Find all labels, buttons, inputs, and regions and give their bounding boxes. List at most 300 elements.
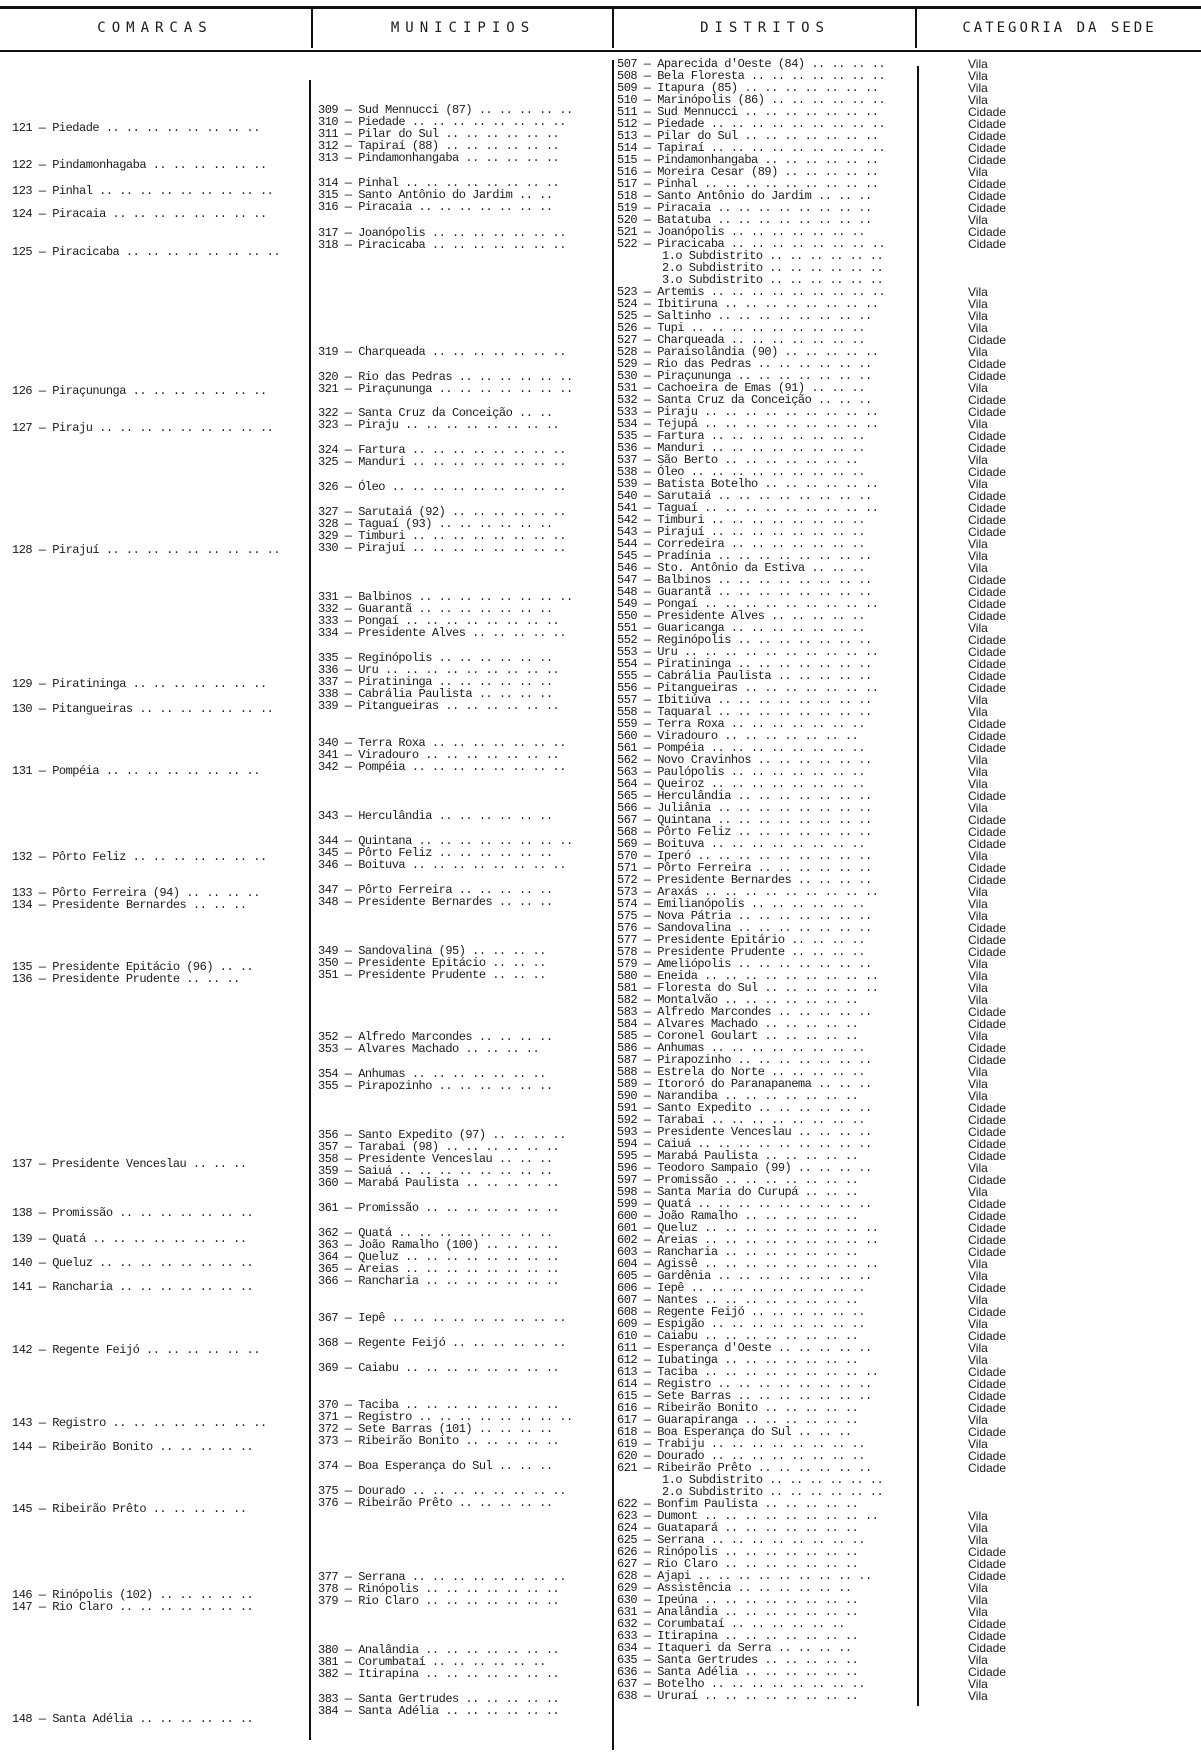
categoria-entry: Cidade xyxy=(968,201,1007,215)
distrito-entry: 625 — Serrana .. .. .. .. .. .. .. .. xyxy=(617,1533,865,1547)
distrito-entry: 602 — Areias .. .. .. .. .. .. .. .. .. xyxy=(617,1233,879,1247)
categoria-entry: Vila xyxy=(968,993,988,1007)
distrito-entry: 524 — Ibitiruna .. .. .. .. .. .. .. .. xyxy=(617,297,879,311)
distrito-entry: 570 — Iperó .. .. .. .. .. .. .. .. .. xyxy=(617,849,872,863)
categoria-entry: Vila xyxy=(968,93,988,107)
distrito-entry: 592 — Tarabai .. .. .. .. .. .. .. .. xyxy=(617,1113,865,1127)
municipio-entry: 347 — Pôrto Ferreira .. .. .. .. .. xyxy=(318,883,553,897)
categoria-entry: Cidade xyxy=(968,489,1007,503)
categoria-entry: Cidade xyxy=(968,861,1007,875)
distrito-entry: 1.o Subdistrito .. .. .. .. .. .. xyxy=(662,1473,884,1487)
comarca-entry: 147 — Rio Claro .. .. .. .. .. .. .. xyxy=(12,1600,254,1614)
distrito-entry: 529 — Rio das Pedras .. .. .. .. .. .. xyxy=(617,357,872,371)
distrito-entry: 547 — Balbinos .. .. .. .. .. .. .. .. xyxy=(617,573,872,587)
categoria-entry: Cidade xyxy=(968,1173,1007,1187)
distrito-entry: 605 — Gardênia .. .. .. .. .. .. .. .. xyxy=(617,1269,872,1283)
distrito-entry: 532 — Santa Cruz da Conceição .. .. .. xyxy=(617,393,872,407)
categoria-entry: Vila xyxy=(968,1353,988,1367)
distrito-entry: 636 — Santa Adélia .. .. .. .. .. .. xyxy=(617,1665,859,1679)
distrito-entry: 537 — São Berto .. .. .. .. .. .. .. xyxy=(617,453,859,467)
categoria-entry: Vila xyxy=(968,297,988,311)
distrito-entry: 608 — Regente Feijó .. .. .. .. .. .. xyxy=(617,1305,865,1319)
municipio-entry: 354 — Anhumas .. .. .. .. .. .. .. xyxy=(318,1067,546,1081)
categoria-entry: Cidade xyxy=(968,525,1007,539)
distritos-bracket xyxy=(612,60,614,1750)
categoria-entry: Vila xyxy=(968,1581,988,1595)
municipio-entry: 329 — Timburi .. .. .. .. .. .. .. .. xyxy=(318,529,566,543)
municipio-entry: 375 — Dourado .. .. .. .. .. .. .. .. xyxy=(318,1484,566,1498)
distrito-entry: 581 — Floresta do Sul .. .. .. .. .. .. xyxy=(617,981,879,995)
categoria-entry: Vila xyxy=(968,417,988,431)
distrito-entry: 612 — Iubatinga .. .. .. .. .. .. .. xyxy=(617,1353,859,1367)
categoria-entry: Cidade xyxy=(968,1041,1007,1055)
categoria-entry: Vila xyxy=(968,957,988,971)
categoria-entry: Cidade xyxy=(968,741,1007,755)
header-categoria: CATEGORIA DA SEDE xyxy=(962,20,1157,36)
distrito-entry: 2.o Subdistrito .. .. .. .. .. .. xyxy=(662,261,884,275)
municipio-entry: 315 — Santo Antônio do Jardim .. .. xyxy=(318,188,553,202)
categoria-entry: Vila xyxy=(968,309,988,323)
distrito-entry: 573 — Araxás .. .. .. .. .. .. .. .. .. xyxy=(617,885,879,899)
distrito-entry: 510 — Marinópolis (86) .. .. .. .. .. .. xyxy=(617,93,886,107)
distrito-entry: 560 — Viradouro .. .. .. .. .. .. .. xyxy=(617,729,859,743)
distrito-entry: 632 — Corumbataí .. .. .. .. .. .. xyxy=(617,1617,845,1631)
distrito-entry: 530 — Piraçununga .. .. .. .. .. .. .. xyxy=(617,369,872,383)
categoria-entry: Cidade xyxy=(968,609,1007,623)
distrito-entry: 607 — Nantes .. .. .. .. .. .. .. .. xyxy=(617,1293,859,1307)
categoria-entry: Vila xyxy=(968,1293,988,1307)
municipio-entry: 378 — Rinópolis .. .. .. .. .. .. .. xyxy=(318,1582,560,1596)
categoria-entry: Vila xyxy=(968,1413,988,1427)
comarca-entry: 145 — Ribeirão Prêto .. .. .. .. .. xyxy=(12,1502,247,1516)
categoria-entry: Vila xyxy=(968,1185,988,1199)
distrito-entry: 556 — Pitangueiras .. .. .. .. .. .. .. xyxy=(617,681,879,695)
municipio-entry: 356 — Santo Expedito (97) .. .. .. .. xyxy=(318,1128,566,1142)
comarca-entry: 133 — Pôrto Ferreira (94) .. .. .. .. xyxy=(12,886,260,900)
distrito-entry: 549 — Pongaí .. .. .. .. .. .. .. .. .. xyxy=(617,597,879,611)
municipio-entry: 360 — Marabá Paulista .. .. .. .. .. xyxy=(318,1176,560,1190)
categoria-entry: Cidade xyxy=(968,105,1007,119)
distrito-entry: 566 — Juliânia .. .. .. .. .. .. .. .. xyxy=(617,801,872,815)
municipio-entry: 312 — Tapiraí (88) .. .. .. .. .. .. xyxy=(318,139,560,153)
categoria-entry: Cidade xyxy=(968,1137,1007,1151)
distrito-entry: 526 — Tupi .. .. .. .. .. .. .. .. .. xyxy=(617,321,865,335)
distrito-entry: 568 — Pôrto Feliz .. .. .. .. .. .. .. xyxy=(617,825,872,839)
distrito-entry: 577 — Presidente Epitário .. .. .. .. xyxy=(617,933,865,947)
categoria-entry: Cidade xyxy=(968,357,1007,371)
categoria-entry: Cidade xyxy=(968,1197,1007,1211)
categoria-entry: Vila xyxy=(968,69,988,83)
distrito-entry: 520 — Batatuba .. .. .. .. .. .. .. .. xyxy=(617,213,872,227)
comarca-entry: 139 — Quatá .. .. .. .. .. .. .. .. xyxy=(12,1232,247,1246)
comarca-entry: 148 — Santa Adélia .. .. .. .. .. .. xyxy=(12,1712,254,1726)
categoria-entry: Vila xyxy=(968,1677,988,1691)
categoria-entry: Cidade xyxy=(968,1113,1007,1127)
distrito-entry: 578 — Presidente Prudente .. .. .. .. xyxy=(617,945,865,959)
categoria-entry: Cidade xyxy=(968,813,1007,827)
comarca-entry: 143 — Registro .. .. .. .. .. .. .. .. xyxy=(12,1416,267,1430)
categoria-entry: Cidade xyxy=(968,1545,1007,1559)
categoria-entry: Cidade xyxy=(968,1005,1007,1019)
municipio-entry: 325 — Manduri .. .. .. .. .. .. .. .. xyxy=(318,455,566,469)
categoria-entry: Vila xyxy=(968,897,988,911)
distrito-entry: 557 — Ibitiúva .. .. .. .. .. .. .. .. xyxy=(617,693,872,707)
municipio-entry: 372 — Sete Barras (101) .. .. .. .. xyxy=(318,1422,553,1436)
municipio-entry: 381 — Corumbataí .. .. .. .. .. .. xyxy=(318,1655,546,1669)
distrito-entry: 635 — Santa Gertrudes .. .. .. .. .. xyxy=(617,1653,859,1667)
categoria-entry: Cidade xyxy=(968,1557,1007,1571)
distrito-entry: 540 — Sarutaiá .. .. .. .. .. .. .. .. xyxy=(617,489,872,503)
categoria-entry: Cidade xyxy=(968,153,1007,167)
municipio-entry: 380 — Analândia .. .. .. .. .. .. .. xyxy=(318,1643,560,1657)
distrito-entry: 522 — Piracicaba .. .. .. .. .. .. .. .. xyxy=(617,237,886,251)
categoria-entry: Cidade xyxy=(968,129,1007,143)
municipio-entry: 337 — Piratininga .. .. .. .. .. .. xyxy=(318,675,553,689)
municipio-entry: 376 — Ribeirão Prêto .. .. .. .. .. xyxy=(318,1496,553,1510)
comarca-entry: 131 — Pompéia .. .. .. .. .. .. .. .. xyxy=(12,764,260,778)
categoria-entry: Cidade xyxy=(968,237,1007,251)
categoria-entry: Cidade xyxy=(968,1221,1007,1235)
categoria-entry: Vila xyxy=(968,849,988,863)
categoria-entry: Cidade xyxy=(968,1641,1007,1655)
distrito-entry: 618 — Boa Esperança do Sul .. .. .. xyxy=(617,1425,852,1439)
comarca-entry: 129 — Piratininga .. .. .. .. .. .. .. xyxy=(12,677,267,691)
distrito-entry: 624 — Guatapará .. .. .. .. .. .. .. xyxy=(617,1521,859,1535)
municipio-entry: 324 — Fartura .. .. .. .. .. .. .. .. xyxy=(318,443,566,457)
comarca-entry: 137 — Presidente Venceslau .. .. .. xyxy=(12,1157,247,1171)
categoria-entry: Cidade xyxy=(968,1101,1007,1115)
categoria-entry: Cidade xyxy=(968,1305,1007,1319)
municipio-entry: 383 — Santa Gertrudes .. .. .. .. .. xyxy=(318,1692,560,1706)
distrito-entry: 544 — Corredeira .. .. .. .. .. .. .. xyxy=(617,537,865,551)
categoria-entry: Cidade xyxy=(968,1389,1007,1403)
distrito-entry: 567 — Quintana .. .. .. .. .. .. .. .. xyxy=(617,813,872,827)
distrito-entry: 554 — Piratininga .. .. .. .. .. .. .. xyxy=(617,657,872,671)
categoria-entry: Cidade xyxy=(968,945,1007,959)
distrito-entry: 600 — João Ramalho .. .. .. .. .. .. xyxy=(617,1209,859,1223)
distrito-entry: 637 — Botelho .. .. .. .. .. .. .. .. xyxy=(617,1677,865,1691)
distrito-entry: 512 — Piedade .. .. .. .. .. .. .. .. .. xyxy=(617,117,886,131)
distrito-entry: 588 — Estrela do Norte .. .. .. .. .. xyxy=(617,1065,865,1079)
distrito-entry: 604 — Agissê .. .. .. .. .. .. .. .. .. xyxy=(617,1257,879,1271)
distrito-entry: 629 — Assistência .. .. .. .. .. .. xyxy=(617,1581,852,1595)
categoria-entry: Cidade xyxy=(968,789,1007,803)
municipio-entry: 310 — Piedade .. .. .. .. .. .. .. .. xyxy=(318,115,566,129)
distrito-entry: 553 — Uru .. .. .. .. .. .. .. .. .. .. xyxy=(617,645,879,659)
categoria-entry: Vila xyxy=(968,1077,988,1091)
municipio-entry: 345 — Pôrto Feliz .. .. .. .. .. .. xyxy=(318,846,553,860)
categoria-entry: Cidade xyxy=(968,1233,1007,1247)
comarca-entry: 138 — Promissão .. .. .. .. .. .. .. xyxy=(12,1206,254,1220)
categoria-entry: Cidade xyxy=(968,645,1007,659)
municipio-entry: 351 — Presidente Prudente .. .. .. xyxy=(318,968,546,982)
distrito-entry: 511 — Sud Mennucci .. .. .. .. .. .. .. xyxy=(617,105,879,119)
categoria-entry: Vila xyxy=(968,1509,988,1523)
categoria-entry: Vila xyxy=(968,321,988,335)
municipio-entry: 338 — Cabrália Paulista .. .. .. .. xyxy=(318,687,553,701)
distrito-entry: 595 — Marabá Paulista .. .. .. .. .. xyxy=(617,1149,859,1163)
top-rule xyxy=(0,6,1201,9)
distrito-entry: 563 — Paulópolis .. .. .. .. .. .. .. xyxy=(617,765,865,779)
distrito-entry: 576 — Sandovalina .. .. .. .. .. .. .. xyxy=(617,921,872,935)
distrito-entry: 531 — Cachoeira de Emas (91) .. .. .. xyxy=(617,381,865,395)
municipio-entry: 379 — Rio Claro .. .. .. .. .. .. .. xyxy=(318,1594,560,1608)
municipio-entry: 358 — Presidente Venceslau .. .. .. xyxy=(318,1152,553,1166)
categoria-entry: Cidade xyxy=(968,189,1007,203)
municipio-entry: 342 — Pompéia .. .. .. .. .. .. .. .. xyxy=(318,760,566,774)
categoria-entry: Cidade xyxy=(968,1617,1007,1631)
distrito-entry: 621 — Ribeirão Prêto .. .. .. .. .. .. xyxy=(617,1461,872,1475)
categoria-entry: Cidade xyxy=(968,1209,1007,1223)
categoria-entry: Vila xyxy=(968,213,988,227)
categoria-entry: Vila xyxy=(968,1161,988,1175)
categoria-entry: Cidade xyxy=(968,141,1007,155)
categoria-entry: Cidade xyxy=(968,501,1007,515)
categoria-entry: Cidade xyxy=(968,669,1007,683)
municipio-entry: 318 — Piracicaba .. .. .. .. .. .. .. xyxy=(318,238,566,252)
categoria-entry: Vila xyxy=(968,705,988,719)
municipio-entry: 371 — Registro .. .. .. .. .. .. .. .. xyxy=(318,1410,573,1424)
municipio-entry: 335 — Reginópolis .. .. .. .. .. .. xyxy=(318,651,553,665)
categoria-entry: Vila xyxy=(968,477,988,491)
distrito-entry: 587 — Pirapozinho .. .. .. .. .. .. .. xyxy=(617,1053,872,1067)
municipio-entry: 313 — Pindamonhangaba .. .. .. .. .. xyxy=(318,151,560,165)
distrito-entry: 539 — Batista Botelho .. .. .. .. .. .. xyxy=(617,477,879,491)
categoria-entry: Cidade xyxy=(968,1665,1007,1679)
categoria-entry: Cidade xyxy=(968,513,1007,527)
municipio-entry: 362 — Quatá .. .. .. .. .. .. .. .. xyxy=(318,1226,553,1240)
distrito-entry: 574 — Emilianópolis .. .. .. .. .. .. xyxy=(617,897,865,911)
municipio-entry: 363 — João Ramalho (100) .. .. .. .. xyxy=(318,1238,560,1252)
categoria-entry: Cidade xyxy=(968,1401,1007,1415)
categoria-entry: Cidade xyxy=(968,1629,1007,1643)
distrito-entry: 614 — Registro .. .. .. .. .. .. .. .. xyxy=(617,1377,872,1391)
categoria-entry: Vila xyxy=(968,753,988,767)
categoria-entry: Vila xyxy=(968,537,988,551)
distrito-entry: 579 — Ameliópolis .. .. .. .. .. .. .. xyxy=(617,957,872,971)
distrito-entry: 628 — Ajapi .. .. .. .. .. .. .. .. .. xyxy=(617,1569,872,1583)
distrito-entry: 562 — Novo Cravinhos .. .. .. .. .. .. xyxy=(617,753,872,767)
distrito-entry: 623 — Dumont .. .. .. .. .. .. .. .. .. xyxy=(617,1509,879,1523)
categoria-entry: Vila xyxy=(968,549,988,563)
municipio-entry: 333 — Pongaí .. .. .. .. .. .. .. .. xyxy=(318,614,560,628)
categoria-entry: Vila xyxy=(968,621,988,635)
municipio-entry: 357 — Tarabai (98) .. .. .. .. .. .. xyxy=(318,1140,560,1154)
municipio-entry: 368 — Regente Feijó .. .. .. .. .. .. xyxy=(318,1336,566,1350)
distrito-entry: 1.o Subdistrito .. .. .. .. .. .. xyxy=(662,249,884,263)
header-municipios: MUNICIPIOS xyxy=(390,20,536,36)
comarca-entry: 121 — Piedade .. .. .. .. .. .. .. .. xyxy=(12,121,260,135)
municipio-entry: 353 — Alvares Machado .. .. .. .. xyxy=(318,1042,540,1056)
municipio-entry: 346 — Boituva .. .. .. .. .. .. .. .. xyxy=(318,858,566,872)
header-comarcas: COMARCAS xyxy=(97,20,213,36)
distrito-entry: 589 — Itororó do Paranapanema .. .. .. xyxy=(617,1077,872,1091)
municipio-entry: 377 — Serrana .. .. .. .. .. .. .. .. xyxy=(318,1570,566,1584)
municipio-entry: 319 — Charqueada .. .. .. .. .. .. .. xyxy=(318,345,566,359)
distrito-entry: 584 — Alvares Machado .. .. .. .. .. xyxy=(617,1017,859,1031)
column-divider-2 xyxy=(612,8,614,48)
distrito-entry: 564 — Queiroz .. .. .. .. .. .. .. .. xyxy=(617,777,865,791)
municipio-entry: 317 — Joanópolis .. .. .. .. .. .. .. xyxy=(318,226,566,240)
categoria-entry: Cidade xyxy=(968,1461,1007,1475)
municipio-entry: 323 — Piraju .. .. .. .. .. .. .. .. xyxy=(318,418,560,432)
distrito-entry: 616 — Ribeirão Bonito .. .. .. .. .. xyxy=(617,1401,859,1415)
municipio-entry: 332 — Guarantã .. .. .. .. .. .. .. xyxy=(318,602,553,616)
distrito-entry: 561 — Pompéia .. .. .. .. .. .. .. .. xyxy=(617,741,865,755)
distrito-entry: 545 — Pradínia .. .. .. .. .. .. .. .. xyxy=(617,549,872,563)
categoria-entry: Cidade xyxy=(968,921,1007,935)
comarca-entry: 140 — Queluz .. .. .. .. .. .. .. .. xyxy=(12,1256,254,1270)
categoria-entry: Vila xyxy=(968,885,988,899)
municipio-entry: 331 — Balbinos .. .. .. .. .. .. .. .. xyxy=(318,590,573,604)
categoria-entry: Vila xyxy=(968,1341,988,1355)
municipio-entry: 344 — Quintana .. .. .. .. .. .. .. .. xyxy=(318,834,573,848)
categoria-entry: Cidade xyxy=(968,717,1007,731)
distrito-entry: 548 — Guarantã .. .. .. .. .. .. .. .. xyxy=(617,585,872,599)
categoria-entry: Cidade xyxy=(968,429,1007,443)
municipio-entry: 311 — Pilar do Sul .. .. .. .. .. .. xyxy=(318,127,560,141)
distrito-entry: 542 — Timburi .. .. .. .. .. .. .. .. xyxy=(617,513,865,527)
distrito-entry: 613 — Taciba .. .. .. .. .. .. .. .. .. xyxy=(617,1365,879,1379)
categoria-entry: Cidade xyxy=(968,681,1007,695)
municipio-entry: 374 — Boa Esperança do Sul .. .. .. xyxy=(318,1459,553,1473)
categoria-entry: Vila xyxy=(968,381,988,395)
municipio-entry: 326 — Óleo .. .. .. .. .. .. .. .. .. xyxy=(318,480,566,494)
distrito-entry: 597 — Promissão .. .. .. .. .. .. .. xyxy=(617,1173,859,1187)
comarca-entry: 123 — Pinhal .. .. .. .. .. .. .. .. .. xyxy=(12,184,274,198)
municipio-entry: 339 — Pitangueiras .. .. .. .. .. .. xyxy=(318,699,560,713)
distrito-entry: 599 — Quatá .. .. .. .. .. .. .. .. .. xyxy=(617,1197,872,1211)
distrito-entry: 546 — Sto. Antônio da Estiva .. .. .. xyxy=(617,561,865,575)
categoria-entry: Cidade xyxy=(968,1053,1007,1067)
categoria-entry: Cidade xyxy=(968,657,1007,671)
categoria-entry: Cidade xyxy=(968,873,1007,887)
comarca-entry: 144 — Ribeirão Bonito .. .. .. .. .. xyxy=(12,1440,254,1454)
comarca-entry: 146 — Rinópolis (102) .. .. .. .. .. xyxy=(12,1588,254,1602)
distrito-entry: 590 — Narandiba .. .. .. .. .. .. .. xyxy=(617,1089,859,1103)
categoria-entry: Vila xyxy=(968,1689,988,1703)
categoria-entry: Cidade xyxy=(968,1125,1007,1139)
distrito-entry: 580 — Eneida .. .. .. .. .. .. .. .. .. xyxy=(617,969,879,983)
municipio-entry: 370 — Taciba .. .. .. .. .. .. .. .. xyxy=(318,1398,560,1412)
categoria-entry: Vila xyxy=(968,765,988,779)
comarca-entry: 135 — Presidente Epitácio (96) .. .. xyxy=(12,960,254,974)
distrito-entry: 596 — Teodoro Sampaio (99) .. .. .. .. xyxy=(617,1161,872,1175)
distrito-entry: 519 — Piracaia .. .. .. .. .. .. .. .. xyxy=(617,201,872,215)
municipio-entry: 369 — Caiabu .. .. .. .. .. .. .. .. xyxy=(318,1361,560,1375)
municipio-entry: 340 — Terra Roxa .. .. .. .. .. .. .. xyxy=(318,736,566,750)
distrito-entry: 586 — Anhumas .. .. .. .. .. .. .. .. xyxy=(617,1041,865,1055)
distrito-entry: 513 — Pilar do Sul .. .. .. .. .. .. .. xyxy=(617,129,879,143)
distrito-entry: 611 — Esperança d'Oeste .. .. .. .. .. xyxy=(617,1341,872,1355)
categoria-entry: Cidade xyxy=(968,729,1007,743)
comarca-entry: 122 — Pindamonhagaba .. .. .. .. .. .. xyxy=(12,158,267,172)
distrito-entry: 619 — Trabiju .. .. .. .. .. .. .. .. xyxy=(617,1437,865,1451)
municipios-bracket xyxy=(309,80,311,1740)
distrito-entry: 535 — Fartura .. .. .. .. .. .. .. .. xyxy=(617,429,865,443)
categoria-entry: Cidade xyxy=(968,573,1007,587)
categoria-entry: Cidade xyxy=(968,465,1007,479)
municipio-entry: 349 — Sandovalina (95) .. .. .. .. xyxy=(318,944,546,958)
municipio-entry: 330 — Pirajuí .. .. .. .. .. .. .. .. xyxy=(318,541,566,555)
municipio-entry: 348 — Presidente Bernardes .. .. .. xyxy=(318,895,553,909)
header-bottom-rule xyxy=(0,50,1201,52)
categoria-entry: Vila xyxy=(968,57,988,71)
categoria-entry: Cidade xyxy=(968,369,1007,383)
distrito-entry: 523 — Artemis .. .. .. .. .. .. .. .. .. xyxy=(617,285,886,299)
categoria-entry: Vila xyxy=(968,1437,988,1451)
categoria-entry: Cidade xyxy=(968,837,1007,851)
categoria-entry: Vila xyxy=(968,345,988,359)
distrito-entry: 609 — Espigão .. .. .. .. .. .. .. .. xyxy=(617,1317,865,1331)
distrito-entry: 552 — Reginópolis .. .. .. .. .. .. .. xyxy=(617,633,872,647)
municipio-entry: 309 — Sud Mennucci (87) .. .. .. .. .. xyxy=(318,103,573,117)
categoria-entry: Cidade xyxy=(968,597,1007,611)
categoria-entry: Vila xyxy=(968,981,988,995)
categoria-entry: Vila xyxy=(968,1269,988,1283)
categoria-entry: Cidade xyxy=(968,633,1007,647)
distrito-entry: 533 — Piraju .. .. .. .. .. .. .. .. .. xyxy=(617,405,879,419)
municipio-entry: 320 — Rio das Pedras .. .. .. .. .. .. xyxy=(318,370,573,384)
categoria-entry: Cidade xyxy=(968,225,1007,239)
column-divider-3 xyxy=(915,8,917,48)
comarca-entry: 125 — Piracicaba .. .. .. .. .. .. .. .. xyxy=(12,245,281,259)
comarca-entry: 126 — Piraçununga .. .. .. .. .. .. .. xyxy=(12,384,267,398)
municipio-entry: 321 — Piraçununga .. .. .. .. .. .. .. xyxy=(318,382,573,396)
distrito-entry: 622 — Bonfim Paulista .. .. .. .. .. xyxy=(617,1497,859,1511)
categoria-entry: Cidade xyxy=(968,1329,1007,1343)
distrito-entry: 582 — Montalvão .. .. .. .. .. .. .. xyxy=(617,993,859,1007)
distrito-entry: 521 — Joanópolis .. .. .. .. .. .. .. xyxy=(617,225,865,239)
distrito-entry: 603 — Rancharia .. .. .. .. .. .. .. xyxy=(617,1245,859,1259)
distrito-entry: 534 — Tejupá .. .. .. .. .. .. .. .. .. xyxy=(617,417,879,431)
categoria-entry: Cidade xyxy=(968,333,1007,347)
categoria-entry: Cidade xyxy=(968,1425,1007,1439)
distrito-entry: 516 — Moreira Cesar (89) .. .. .. .. .. xyxy=(617,165,879,179)
categoria-entry: Vila xyxy=(968,801,988,815)
categoria-entry: Vila xyxy=(968,1533,988,1547)
municipio-entry: 364 — Queluz .. .. .. .. .. .. .. .. xyxy=(318,1250,560,1264)
categoria-entry: Vila xyxy=(968,285,988,299)
distrito-entry: 571 — Pôrto Ferreira .. .. .. .. .. .. xyxy=(617,861,872,875)
municipio-entry: 350 — Presidente Epitácio .. .. .. xyxy=(318,956,546,970)
categoria-entry: Cidade xyxy=(968,441,1007,455)
distrito-entry: 634 — Itaqueri da Serra .. .. .. .. xyxy=(617,1641,852,1655)
municipio-entry: 373 — Ribeirão Bonito .. .. .. .. .. xyxy=(318,1434,560,1448)
municipio-entry: 334 — Presidente Alves .. .. .. .. .. xyxy=(318,626,566,640)
distrito-entry: 638 — Ururaí .. .. .. .. .. .. .. .. xyxy=(617,1689,859,1703)
categoria-entry: Cidade xyxy=(968,933,1007,947)
categoria-entry: Vila xyxy=(968,561,988,575)
distrito-entry: 517 — Pinhal .. .. .. .. .. .. .. .. .. xyxy=(617,177,879,191)
categoria-entry: Vila xyxy=(968,1593,988,1607)
distrito-entry: 508 — Bela Floresta .. .. .. .. .. .. .. xyxy=(617,69,886,83)
distrito-entry: 507 — Aparecida d'Oeste (84) .. .. .. .. xyxy=(617,57,886,71)
categoria-entry: Vila xyxy=(968,81,988,95)
column-divider-1 xyxy=(311,8,313,48)
distrito-entry: 631 — Analândia .. .. .. .. .. .. .. xyxy=(617,1605,859,1619)
municipio-entry: 327 — Sarutaiá (92) .. .. .. .. .. .. xyxy=(318,505,566,519)
categoria-entry: Cidade xyxy=(968,825,1007,839)
distrito-entry: 536 — Manduri .. .. .. .. .. .. .. .. xyxy=(617,441,865,455)
distrito-entry: 3.o Subdistrito .. .. .. .. .. .. xyxy=(662,273,884,287)
categoria-entry: Cidade xyxy=(968,1377,1007,1391)
categoria-entry: Cidade xyxy=(968,1569,1007,1583)
comarca-entry: 134 — Presidente Bernardes .. .. .. xyxy=(12,898,247,912)
distrito-entry: 569 — Boituva .. .. .. .. .. .. .. .. xyxy=(617,837,865,851)
municipio-entry: 382 — Itirapina .. .. .. .. .. .. .. xyxy=(318,1667,560,1681)
municipio-entry: 384 — Santa Adélia .. .. .. .. .. .. xyxy=(318,1704,560,1718)
